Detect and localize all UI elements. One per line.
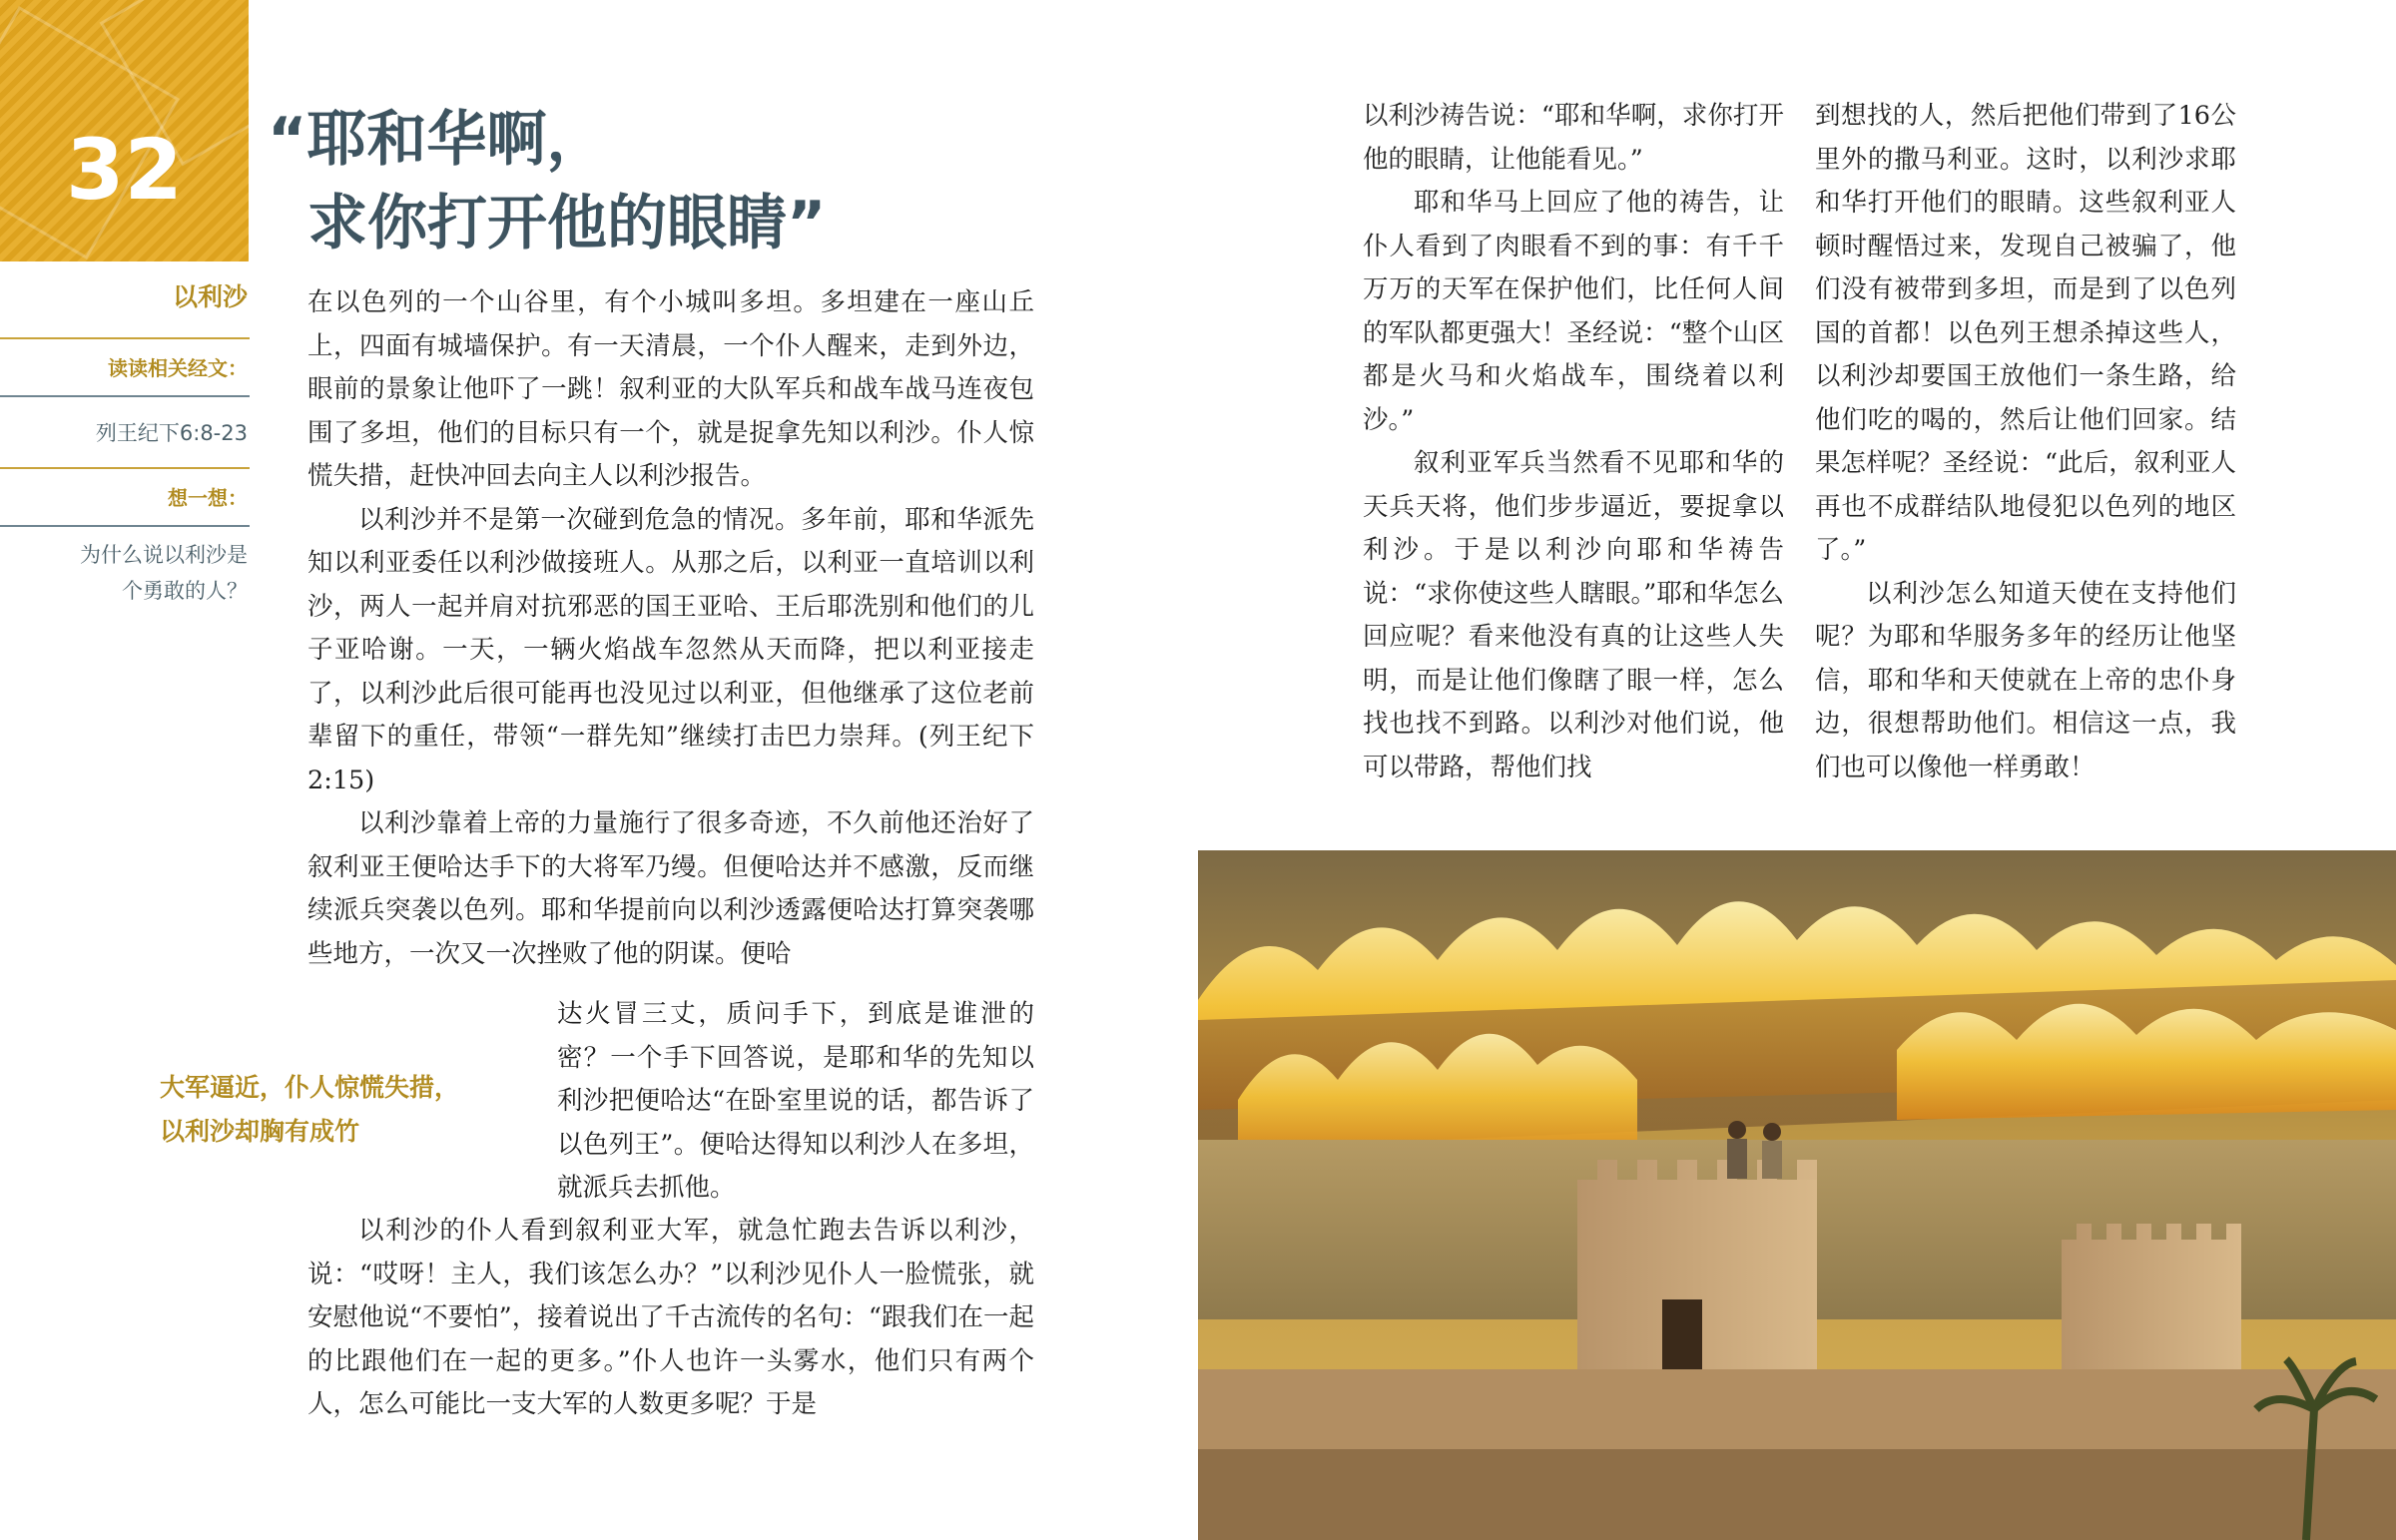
tower-door [1662, 1299, 1702, 1379]
body-column-1 [307, 281, 1034, 976]
paragraph-3-start: 以利沙靠着上帝的力量施行了很多奇迹，不久前他还治好了叙利亚王便哈达手下的大将军乃缦。但便哈达并不感激，反而继续派兵突袭以色列。耶和华提前向以利沙透露便哈达打算突袭哪些地方，一次又一次挫败了他的阴谋。便哈 [307, 808, 1034, 969]
paragraph-3-end: 达火冒三丈，质问手下，到底是谁泄的密？一个手下回答说，是耶和华的先知以利沙把便哈达“在卧室里说的话，都告诉了以色列王”。便哈达得知以利沙人在多坦，就派兵去抓他。 [557, 999, 1034, 1203]
sidebar-scripture-reference[interactable]: 列王纪下6:8-23 [0, 397, 250, 469]
body-column-1-wrap [557, 993, 1034, 1211]
body-column-2 [1363, 95, 1784, 789]
paragraph-7: 以利沙怎么知道天使在支持他们呢？为耶和华服务多年的经历让他坚信，耶和华和天使就在上帝的忠仆身边，很想帮助他们。相信这一点，我们也可以像他一样勇敢！ [1815, 578, 2236, 782]
body-column-1-bottom [307, 1210, 1034, 1427]
paragraph-1: 在以色列的一个山谷里，有个小城叫多坦。多坦建在一座山丘上，四面有城墙保护。有一天清晨，一个仆人醒来，走到外边，眼前的景象让他吓了一跳！叙利亚的大队军兵和战车战马连夜包围了多坦，他们的目标只有一个，就是捉拿先知以利沙。仆人惊慌失措，赶快冲回去向主人以利沙报告。 [307, 287, 1034, 491]
servant-figure [1762, 1141, 1782, 1179]
sidebar-read-heading: 读读相关经文： [0, 339, 250, 397]
sidebar-think-heading: 想一想： [0, 469, 250, 527]
illustration-fiery-army [1198, 850, 2396, 1540]
paragraph-5: 耶和华马上回应了他的祷告，让仆人看到了肉眼看不到的事：有千千万万的天军在保护他们，比任何人间的军队都更强大！圣经说：“整个山区都是火马和火焰战车，围绕着以利沙。” [1363, 188, 1784, 435]
sidebar-question: 为什么说以利沙是个勇敢的人？ [80, 543, 248, 603]
pull-quote-line2: 以利沙却胸有成竹 [160, 1117, 360, 1146]
sidebar-person-name: 以利沙 [0, 281, 250, 339]
sidebar [0, 281, 250, 609]
paragraph-2: 以利沙并不是第一次碰到危急的情况。多年前，耶和华派先知以利亚委任以利沙做接班人。从那之后，以利亚一直培训以利沙，两人一起并肩对抗邪恶的国王亚哈、王后耶洗别和他们的儿子亚哈谢。一天，一辆火焰战车忽然从天而降，把以利亚接走了，以利沙此后很可能再也没见过以利亚，但他继承了这位老前辈留下的重任，带领“一群先知”继续打击巴力崇拜。(列王纪下2:15) [307, 504, 1034, 795]
servant-figure-head [1763, 1123, 1781, 1141]
chapter-badge [0, 0, 249, 261]
chapter-title-line1: “耶和华啊， [268, 105, 607, 175]
paragraph-6-end: 到想找的人，然后把他们带到了16公里外的撒马利亚。这时，以利沙求耶和华打开他们的眼睛。这些叙利亚人顿时醒悟过来，发现自己被骗了，他们没有被带到多坦，而是到了以色列国的首都！以色列王想杀掉这些人，以利沙却要国王放他们一条生路，给他们吃的喝的，然后让他们回家。结果怎样呢？圣经说：“此后，叙利亚人再也不成群结队地侵犯以色列的地区了。” [1815, 101, 2236, 565]
chapter-title [268, 98, 966, 265]
pull-quote [160, 1066, 519, 1154]
paragraph-6-start: 叙利亚军兵当然看不见耶和华的天兵天将，他们步步逼近，要捉拿以利沙。于是以利沙向耶和华祷告说：“求你使这些人瞎眼。”耶和华怎么回应呢？看来他没有真的让这些人失明，而是让他们像瞎了眼一样，怎么找也找不到路。以利沙对他们说，他可以带路，帮他们找 [1363, 448, 1784, 782]
elisha-figure [1727, 1139, 1747, 1179]
paragraph-4-end: 以利沙祷告说：“耶和华啊，求你打开他的眼睛，让他能看见。” [1363, 101, 1784, 175]
pull-quote-line1: 大军逼近，仆人惊慌失措， [160, 1073, 460, 1102]
chapter-number: 32 [66, 121, 183, 219]
elisha-figure-head [1728, 1121, 1746, 1139]
illustration-canvas [1198, 850, 2396, 1540]
city-buildings [1198, 1449, 2396, 1540]
chapter-title-line2: 求你打开他的眼睛” [307, 189, 827, 258]
paragraph-4-start: 以利沙的仆人看到叙利亚大军，就急忙跑去告诉以利沙，说：“哎呀！主人，我们该怎么办？”以利沙见仆人一脸慌张，就安慰他说“不要怕”，接着说出了千古流传的名句：“跟我们在一起的比跟他们在一起的更多。”仆人也许一头雾水，他们只有两个人，怎么可能比一支大军的人数更多呢？于是 [307, 1216, 1034, 1419]
body-column-3 [1815, 95, 2236, 789]
